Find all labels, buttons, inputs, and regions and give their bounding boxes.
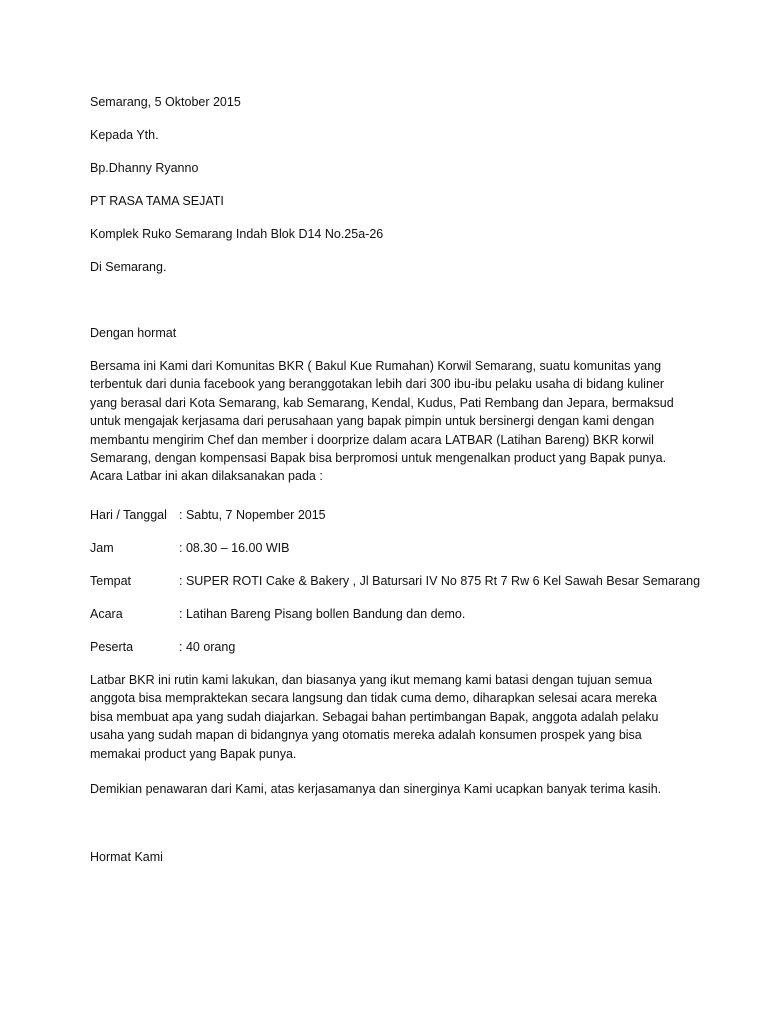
paragraph-line: terbentuk dari dunia facebook yang beranggotakan lebih dari 300 ibu-ibu pelaku usaha di bidang kuliner	[90, 377, 665, 392]
body-paragraph-1	[90, 357, 690, 486]
paragraph-line: membantu mengirim Chef dan member i doorprize dalam acara LATBAR (Latihan Bareng) BKR korwil	[90, 432, 654, 447]
recipient-city: Di Semarang.	[90, 260, 167, 274]
detail-value: : 08.30 – 16.00 WIB	[179, 541, 290, 555]
detail-label: Jam	[90, 541, 114, 555]
paragraph-line: yang berasal dari Kota Semarang, kab Semarang, Kendal, Kudus, Pati Rembang dan Jepara, bermaksud	[90, 395, 674, 410]
detail-value: : Latihan Bareng Pisang bollen Bandung dan demo.	[179, 607, 466, 621]
closing-sentence: Demikian penawaran dari Kami, atas kerjasamanya dan sinerginya Kami ucapkan banyak terima kasih.	[90, 782, 662, 796]
recipient-name: Bp.Dhanny Ryanno	[90, 161, 199, 175]
greeting: Dengan hormat	[90, 326, 177, 340]
detail-value: : 40 orang	[179, 640, 236, 654]
detail-label: Hari / Tanggal	[90, 508, 167, 522]
detail-value: : Sabtu, 7 Nopember 2015	[179, 508, 326, 522]
paragraph-line: Acara Latbar ini akan dilaksanakan pada :	[90, 469, 323, 484]
detail-label: Peserta	[90, 640, 134, 654]
letter-date: Semarang, 5 Oktober 2015	[90, 95, 241, 109]
paragraph-line: Latbar BKR ini rutin kami lakukan, dan biasanya yang ikut memang kami batasi dengan tujuan semua	[90, 673, 653, 687]
paragraph-line: untuk mengajak kerjasama dari perusahaan yang bapak pimpin untuk bersinergi dengan kami dengan	[90, 414, 655, 429]
detail-value: : SUPER ROTI Cake & Bakery , Jl Batursari IV No 875 Rt 7 Rw 6 Kel Sawah Besar Semarang	[179, 574, 701, 588]
detail-label: Acara	[90, 607, 123, 621]
recipient-salutation: Kepada Yth.	[90, 128, 159, 142]
recipient-address: Komplek Ruko Semarang Indah Blok D14 No.25a-26	[90, 227, 384, 241]
signoff: Hormat Kami	[90, 850, 163, 864]
paragraph-line: bisa membuat apa yang sudah diajarkan. Sebagai bahan pertimbangan Bapak, anggota adalah pelaku	[90, 709, 659, 724]
body-paragraph-2	[90, 671, 690, 763]
paragraph-line: memakai product yang Bapak punya.	[90, 746, 297, 761]
paragraph-line: usaha yang sudah mapan di bidangnya yang otomatis mereka adalah konsumen prospek yang bisa	[90, 728, 642, 743]
recipient-company: PT RASA TAMA SEJATI	[90, 194, 224, 208]
paragraph-line: Bersama ini Kami dari Komunitas BKR ( Bakul Kue Rumahan) Korwil Semarang, suatu komunitas yang	[90, 359, 662, 373]
detail-label: Tempat	[90, 574, 131, 588]
paragraph-line: anggota bisa mempraktekan secara langsung dan tidak cuma demo, diharapkan selesai acara mereka	[90, 691, 657, 706]
paragraph-line: Semarang, dengan kompensasi Bapak bisa berpromosi untuk mengenalkan product yang Bapak punya.	[90, 451, 667, 466]
